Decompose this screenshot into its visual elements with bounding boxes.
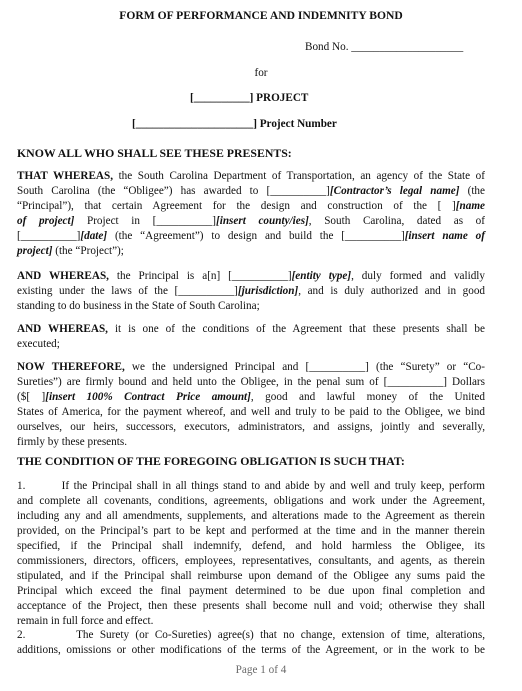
p1-line-3: “Principal”), that certain Agreement for the design and construction of the [ ][name: [17, 200, 485, 212]
p4-line-5: ourselves, our heirs, successors, executors, administrators, and assigns, jointly and severally,: [17, 421, 485, 433]
p1-line-6: project] (the “Project”);: [17, 245, 124, 257]
p5-line-10: remain in full force and effect.: [17, 615, 154, 627]
document-title: FORM OF PERFORMANCE AND INDEMNITY BOND: [119, 9, 403, 22]
heading-condition: THE CONDITION OF THE FOREGOING OBLIGATION IS SUCH THAT:: [17, 454, 405, 468]
p5-line-3: including any and all amendments, supplements, and alterations made to the Agreement as therein: [17, 510, 485, 522]
page-number-footer: Page 1 of 4: [235, 664, 287, 676]
p6-line-2: additions, omissions or other modifications of the terms of the Agreement, or in the work to be: [17, 644, 485, 656]
p4-line-2: Sureties”) are firmly bound and held unto the Obligee, in the penal sum of [__________] Dollars: [17, 376, 485, 388]
p5-line-1: 1. If the Principal shall in all things stand to and abide by and well and truly keep, perform: [17, 480, 485, 492]
p4-line-4: States of America, for the payment whereof, and well and truly to be paid to the Obligee, we bind: [17, 406, 485, 418]
p5-line-9: acceptance of the Project, then these presents shall become null and void; otherwise they shall: [17, 600, 485, 612]
p5-line-2: and complete all covenants, conditions, agreements, obligations and work under the Agreement,: [17, 495, 485, 507]
p4-line-6: firmly by these presents.: [17, 436, 127, 448]
p2-line-1: AND WHEREAS, the Principal is a[n] [__________][entity type], duly formed and validly: [17, 270, 486, 282]
p5-line-8: Principal which exceed the final payment determined to be due upon final completion and: [17, 585, 485, 597]
heading-know-all: KNOW ALL WHO SHALL SEE THESE PRESENTS:: [17, 146, 292, 160]
p1-line-4: of project] Project in [__________][insert county/ies], South Carolina, dated as of: [17, 215, 485, 227]
p4-line-1: NOW THEREFORE, we the undersigned Principal and [__________] (the “Surety” or “Co-: [17, 361, 485, 373]
p5-line-5: specified, if the Principal shall indemnify, defend, and hold harmless the Obligee, its: [17, 540, 485, 552]
p1-line-5: [__________][date] (the “Agreement”) to design and build the [__________][insert name of: [17, 230, 486, 242]
p3-line-2: executed;: [17, 338, 60, 350]
p5-line-7: stipulated, and if the Principal shall reimburse upon demand of the Obligee any sums paid the: [17, 570, 485, 582]
bond-number-line: Bond No. ____________________: [305, 41, 464, 53]
p1-line-1: THAT WHEREAS, the South Carolina Department of Transportation, an agency of the State of: [17, 170, 485, 182]
p5-line-6: commissioners, directors, officers, employees, representatives, consultants, and agents, as therein: [17, 555, 485, 567]
p2-line-3: standing to do business in the State of South Carolina;: [17, 300, 260, 312]
p6-line-1: 2. The Surety (or Co-Sureties) agree(s) that no change, extension of time, alterations,: [17, 629, 485, 641]
p2-line-2: existing under the laws of the [__________][jurisdiction], and is duly authorized and in good: [17, 285, 486, 297]
project-line: [__________] PROJECT: [190, 92, 309, 104]
p1-line-2: South Carolina (the “Obligee”) has awarded to [__________][Contractor’s legal name] (the: [17, 185, 485, 197]
for-label: for: [254, 67, 268, 79]
p4-line-3: ($[ ][insert 100% Contract Price amount], good and lawful money of the United: [17, 391, 485, 403]
project-number-line: [_____________________] Project Number: [132, 118, 337, 130]
p5-line-4: provided, on the Principal’s part to be kept and performed at the time and in the manner therein: [17, 525, 485, 537]
p3-line-1: AND WHEREAS, it is one of the conditions of the Agreement that these presents shall be: [17, 323, 485, 335]
